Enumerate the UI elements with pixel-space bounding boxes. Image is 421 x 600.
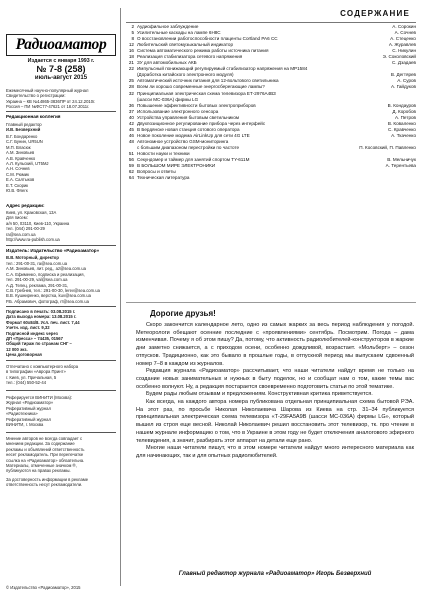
editorial-greeting: Дорогие друзья! (150, 309, 216, 318)
editor-signature: Главный редактор журнала «Радиоаматор» Игорь Безверхний (178, 571, 372, 577)
text-line: несет рекламодатель. При перепечатке (6, 452, 84, 458)
toc-page-number: 42 (128, 120, 134, 126)
toc-rule (126, 22, 416, 23)
address-title: Адрес редакции: (6, 203, 45, 208)
toc-article-title: Аудиофильное заблуждение (137, 24, 199, 29)
issue-number: № 7-8 (258) (36, 64, 86, 74)
divider (6, 111, 116, 112)
toc-article-title: Устройства управления бытовым светильником (137, 114, 240, 120)
text-line: Реферативный журнал (6, 416, 51, 422)
toc-page-number: 2 (131, 24, 134, 29)
chief-label: Главный редактор (6, 122, 42, 127)
printing-info (6, 364, 116, 386)
toc-article-title: Двухпозиционное регулирование прибора через интерфейс (137, 120, 266, 126)
toc-article-title: Принципиальная электрическая схема телевизора ЕТ-2976А4ВЗ (137, 90, 276, 96)
toc-article-title: ЗУ для автомобильных АКБ (137, 60, 197, 66)
toc-page-number: 22 (128, 66, 134, 72)
toc-page-number: 12 (128, 42, 134, 48)
publisher-title: Издатель: Издательство «Радиоаматор» (6, 248, 100, 253)
text-line: ВИНИТИ, г. Москва (6, 422, 44, 428)
text-line: А.Н. Сочнев (6, 166, 30, 172)
issue-info (10, 58, 112, 81)
text-line: Формат 60x84/8. Усл. печ. лист. 7,44 (6, 319, 80, 325)
toc-title: СОДЕРЖАНИЕ (340, 9, 410, 18)
text-line: а/я 50, 03110, Киев-110, Украина (6, 220, 70, 226)
text-line: Ю.В. Флегк (6, 188, 28, 194)
legal-notes (6, 436, 116, 474)
text-line: ra@sea.com.ua (6, 231, 36, 237)
text-line: тел.: (044) 550-52-44 (6, 380, 47, 386)
toc-author: А. Суров (397, 78, 416, 84)
toc-article-title: Вопросы и ответы (137, 169, 176, 175)
toc-article-title: Любительский светомузыкальный индикатор (137, 42, 234, 48)
toc-author: С. Дзадаев (391, 60, 416, 66)
table-of-contents (126, 24, 416, 181)
toc-author: А. Журавлев (388, 42, 416, 48)
toc-author: В. Мельничук (387, 157, 416, 163)
text-line: Р.Б. Абрамович, фотограф, rr@sea.com.ua (6, 298, 89, 304)
text-line: С.А. Ефименко, подписка и реализация, (6, 271, 85, 277)
issue-period: июль-август 2015 (34, 75, 88, 81)
toc-page-number: 56 (128, 157, 134, 163)
text-line: Общий тираж по странам СНГ – (6, 341, 72, 347)
toc-author: С. Кравченко (388, 126, 416, 132)
text-line: Реферативный журнал (6, 405, 51, 411)
toc-author: А. Сорокин (392, 24, 416, 29)
registration-info (6, 88, 116, 110)
publisher-lines (6, 261, 116, 304)
text-line: тел. 291-00-29, val@sea.com.ua (6, 277, 68, 283)
divider (6, 360, 116, 361)
text-line: ДП «Пресса» – 74435, 01567 (6, 336, 63, 342)
content-column (126, 0, 416, 600)
masthead-column (0, 0, 120, 600)
text-line: 12 000 экз. (6, 346, 28, 352)
text-line: С.В. Гребнев, тел.: 291-00-30, lerev@sea.com.ua (6, 288, 100, 294)
text-line: Цена договорная (6, 352, 42, 358)
editorial-paragraph: Редакция журнала «Радиоаматор» рассчитывает, что наши читатели найдут время не только на создание новых занимательных и нужных в быту поделок, но и сообщат нам о том, какие темы вас особенно волнуют. Ну, а редакция постарается своевременно подготовить статьи по этой тематике. (136, 368, 414, 390)
issue-since: Издается с января 1993 г. (27, 58, 95, 64)
column-divider (120, 8, 121, 586)
toc-page-number: 48 (128, 138, 134, 144)
text-line: За достоверность информации в рекламе (6, 477, 89, 482)
text-line: тел.: 291-00-31, ra@sea.com.ua (6, 261, 68, 266)
text-line: Киев, ул. Краковская, 13А (6, 210, 57, 215)
toc-article-title: с большим диапазоном перестройки по частоте (137, 144, 240, 150)
toc-article-title: Новости науки и техники (137, 150, 190, 156)
text-line: рекламы и объявлений ответственность (6, 446, 85, 452)
address-lines (6, 210, 116, 242)
ad-notes (6, 477, 116, 488)
text-line: В.Г. Бондаренко (6, 134, 38, 139)
text-line: Подписной индекс через (6, 330, 58, 336)
editorial-paragraph: Скоро закончится календарное лето, одно из самых жарких за весь период наблюдения у погодой. Метеорологи обещают осенние последние с «проявлениями» сентябрь. Посмотрим. Погода – дама изменчивая. Почему я об этом пишу? Да, потому, что активность радиолюбителей-конструкторов в жаркие дни заметно снижается, а с приходом осени, особенно дождливой, возрастает. «Мольберт» – сезон отпусков. Традиционно, как это бывало в прошлые годы, в отпускной период мы выпускаем сдвоенный номер 7–8 в каждом из журналов. (136, 322, 414, 367)
editorial-board-title: Редакционная коллегия (6, 114, 61, 119)
text-line: Реферируется ВИНИТИ (Москва): (6, 395, 73, 400)
toc-page-number: 46 (128, 132, 134, 138)
text-line: Для писем: (6, 215, 28, 221)
text-line: Свидетельство о регистрации: (6, 93, 66, 99)
toc-author: А. Петров (395, 114, 416, 120)
editorial-paragraph: Многие наши читатели пишут, что в этом номере читатели найдут много интересного материала как для начинающих, так и для опытных радиолюбителей. (136, 445, 414, 459)
text-line: Материалы, отмеченные значком ®, (6, 463, 77, 469)
divider (6, 390, 116, 391)
chief-name: И.В. Безверхний (6, 127, 41, 132)
toc-author: А. Гайдуков (390, 84, 416, 90)
print-info (6, 309, 116, 358)
text-line: С.Г. Бунин, UR5UN (6, 139, 43, 145)
partners-info (6, 395, 116, 427)
text-line: А.М. Зиновьев, лит. ред., az@sea.com.ua (6, 266, 86, 272)
toc-page-number: 21 (128, 60, 134, 66)
toc-article-title: Всем ли хорошо современные энергосберегающие лампы? (137, 84, 265, 90)
copyright: © Издательство «Радиоаматор», 2015 (6, 585, 81, 590)
text-line: Россия – ПИ №ФС77-47621 от 18.07.2011г. (6, 104, 90, 110)
text-line: http://www.ra-publish.com.ua (6, 237, 60, 243)
text-line: Е.А. Салтыков (6, 177, 35, 183)
board-members (6, 134, 116, 193)
toc-page-number: 8 (131, 36, 134, 42)
toc-author: П. Косовский, П. Павленко (359, 144, 416, 150)
toc-page-number: 28 (128, 84, 134, 90)
toc-page-number: 62 (128, 169, 134, 175)
toc-article-title: Использование электронного сенсора (137, 108, 219, 114)
toc-page-number: 40 (128, 114, 134, 120)
toc-article-title: Повышение эффективности бытовых электроприборов (137, 102, 256, 108)
toc-author: В. Кондауров (387, 102, 416, 108)
toc-page-number: 59 (128, 163, 134, 169)
text-line: мнением редакции. За содержание (6, 441, 75, 447)
toc-article-title: Техническая литература (137, 175, 190, 181)
toc-author: А. Сочнев (394, 30, 416, 36)
editorial-text (136, 322, 414, 461)
toc-author: А. Стеценко (390, 36, 416, 42)
section-divider (126, 302, 416, 303)
toc-page-number: 36 (128, 102, 134, 108)
toc-page-number: 5 (131, 30, 134, 36)
divider (6, 432, 116, 433)
toc-article-title: Новое поколение модема AirLinkUp для сети 4G LTE (137, 132, 250, 138)
toc-author: А. Терентьева (385, 163, 416, 169)
toc-article-title: Секундомер и таймер для занятий спортом TY-611M (137, 157, 250, 163)
editorial-paragraph: Как всегда, на каждого автора номера публикована отдельная принципиальная схема бытовой РЭА. На этот раз, по просьбе Николая Николаевича Шарова из Киева на стр. 31–34 публикуется принципиальная электрическая схема телевизора «Т-29FA5А9В (шасси MC-036А) фирмы LG», который вышел из строя еще весной. Николай Николаевич решил восстановить этот телевизор, тк. про чтение в нашем журнале информацию о том, что в Украине в этом году не будет отключения аналогового эфирного телевидения, а значит, разбирать этот аппарат на детали еще рано. (136, 399, 414, 444)
toc-article-title: В Бердянске новая станция сотового оператора (137, 126, 240, 132)
text-line: А.М. Зиновьев (6, 150, 35, 156)
text-line: А.В. Кравченко (6, 155, 36, 161)
text-line: Подписано в печать: 03.08.2015 г. (6, 309, 76, 314)
toc-article-title: Импульсный понижающий регулируемый стабилизатор напряжения на MP1584 (137, 66, 308, 72)
toc-article-title: Реализация стабилизатора сетевого напряжения (137, 54, 243, 60)
editorial-paragraph: Будем рады любым отзывам и предложениям. Конструктивная критика приветствуется. (146, 391, 373, 398)
magazine-logo (6, 34, 116, 56)
text-line: г. Киев, ул. Причальная, 5 (6, 374, 57, 380)
text-line: А.Д. Телец, реклама, 291-00-31, (6, 282, 69, 288)
divider (6, 306, 116, 307)
toc-article-title: В БОЛЬШОМ МИРЕ ЭЛЕКТРОНИКИ (137, 163, 216, 169)
toc-author: В. Дегтярев (390, 72, 416, 78)
toc-author: Э. Соколовский (382, 54, 416, 60)
text-line: В.В. Кушниренко, верстка, kuv@sea.com.ua (6, 293, 91, 299)
logo-text: Радиоаматор (15, 36, 107, 53)
toc-page-number: 51 (128, 150, 134, 156)
text-line: Е.Т. Скорик (6, 182, 29, 188)
text-line: Журнал «Радиоаматор» (6, 400, 54, 406)
toc-article-title: Автоматический источник питания для 12-вольтового светильника (137, 78, 279, 84)
text-line: ссылка на «Радиоаматор» обязательна. (6, 457, 85, 463)
toc-page-number: 45 (128, 126, 134, 132)
text-line: Отпечатано с компьютерного набора (6, 364, 79, 369)
toc-page-number: 25 (128, 78, 134, 84)
toc-page-number: 37 (128, 108, 134, 114)
toc-page-number: 64 (128, 175, 134, 181)
toc-entry[interactable] (126, 175, 416, 181)
text-line: тел. (044) 291-00-29 (6, 226, 45, 232)
text-line: А.Л. Кульский, UT5MJ (6, 161, 49, 167)
divider (6, 245, 116, 246)
text-line: Мнение авторов не всегда совпадает с (6, 436, 83, 441)
text-line: Учетн. изд. лист. 9,32 (6, 325, 50, 331)
toc-article-title: (шасси MC-036А) фирмы LG (137, 96, 199, 102)
text-line: «Радиотехника» (6, 411, 38, 417)
text-line: ответственность несут рекламодатели. (6, 482, 83, 488)
toc-page-number: 32 (128, 90, 134, 96)
toc-article-title: (Доработка китайского электронного модуля) (137, 72, 234, 78)
text-line: в типографии «Аврора Принт» (6, 369, 66, 375)
toc-author: С. Никулин (392, 48, 416, 54)
toc-article-title: О восстановлении работоспособности плаценты Cortland PA6 CC (137, 36, 278, 42)
publisher-director: В.В. Моторный, директор (6, 255, 59, 260)
toc-author: В. Коваленко (387, 120, 416, 126)
toc-author: Д. Коробов (392, 108, 416, 114)
toc-author: А. Ткаченко (391, 132, 416, 138)
toc-article-title: Усилительные каскады на лампе 6Н8С (137, 30, 221, 36)
text-line: С.М. Рюмик (6, 171, 29, 177)
toc-page-number: 16 (128, 48, 134, 54)
text-line: Украина – КВ №14865-3836ПР от 24.12.2010г. (6, 98, 96, 104)
text-line: Ежемесячный научно-популярный журнал (6, 88, 89, 93)
text-line: М.П. Власюк (6, 144, 31, 150)
text-line: публикуются на правах рекламы. (6, 468, 71, 474)
toc-page-number: 18 (128, 54, 134, 60)
toc-article-title: Автономное устройство GSM-мониторинга (137, 138, 229, 144)
text-line: Дата выхода номера: 13.08.2015 г. (6, 314, 77, 320)
toc-article-title: Система автоматического режима работы источника питания (137, 48, 269, 54)
